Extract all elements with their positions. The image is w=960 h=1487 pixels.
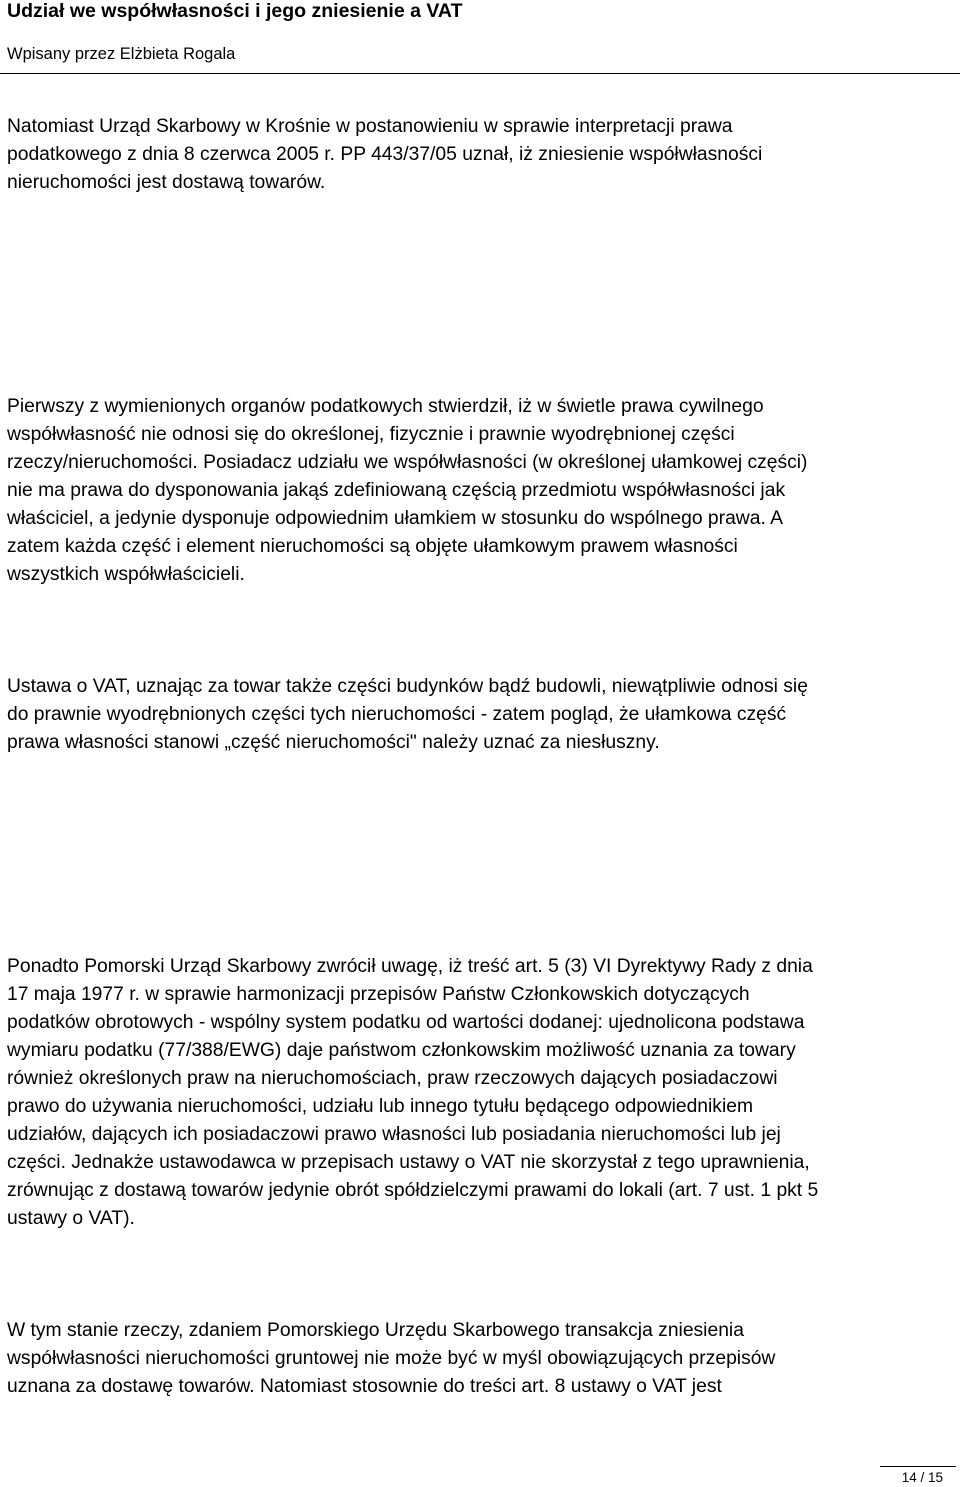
paragraph-4: Ponadto Pomorski Urząd Skarbowy zwrócił uwagę, iż treść art. 5 (3) VI Dyrektywy Rady z dnia 17 maja 1977 r. w sprawie harmonizacji przepisów Państw Członkowskich dotyczących podatków obrotowych - wspólny system podatku od wartości dodanej: ujednolicona podstawa wymiaru podatku (77/388/EWG) daje państwom członkowskim możliwość uznania za towary również określonych praw na nieruchomościach, praw rzeczowych dających posiadaczowi prawo do używania nieruchomości, udziału lub innego tytułu będącego odpowiednikiem udziałów, dających ich posiadaczowi prawo własności lub posiadania nieruchomości lub jej części. Jednakże ustawodawca w przepisach ustawy o VAT nie skorzystał z tego uprawnienia, zrównując z dostawą towarów jedynie obrót spółdzielczymi prawami do lokali (art. 7 ust. 1 pkt 5 ustawy o VAT). <box>7 956 819 1229</box>
header-divider <box>0 73 960 74</box>
page-number: 14 / 15 <box>901 1470 943 1485</box>
footer-divider <box>880 1466 956 1467</box>
paragraph-3: Ustawa o VAT, uznając za towar także części budynków bądź budowli, niewątpliwie odnosi się do prawnie wyodrębnionych części tych nieruchomości - zatem pogląd, że ułamkowa część prawa własności stanowi „część nieruchomości" należy uznać za niesłuszny. <box>7 676 808 753</box>
paragraph-2: Pierwszy z wymienionych organów podatkowych stwierdził, iż w świetle prawa cywilnego współwłasność nie odnosi się do określonej, fizycznie i prawnie wyodrębnionej części rzeczy/nieruchomości. Posiadacz udziału we współwłasności (w określonej ułamkowej części) nie ma prawa do dysponowania jakąś zdefiniowaną częścią przedmiotu współwłasności jak właściciel, a jedynie dysponuje odpowiednim ułamkiem w stosunku do wspólnego prawa. A zatem każda część i element nieruchomości są objęte ułamkowym prawem własności wszystkich współwłaścicieli. <box>7 396 808 585</box>
document-author: Wpisany przez Elżbieta Rogala <box>7 45 236 63</box>
document-title: Udział we współwłasności i jego zniesienie a VAT <box>7 0 463 22</box>
paragraph-1: Natomiast Urząd Skarbowy w Krośnie w postanowieniu w sprawie interpretacji prawa podatkowego z dnia 8 czerwca 2005 r. PP 443/37/05 uznał, iż zniesienie współwłasności nieruchomości jest dostawą towarów. <box>7 116 763 193</box>
page-header <box>7 0 957 64</box>
paragraph-5: W tym stanie rzeczy, zdaniem Pomorskiego Urzędu Skarbowego transakcja zniesienia współwłasności nieruchomości gruntowej nie może być w myśl obowiązujących przepisów uznana za dostawę towarów. Natomiast stosownie do treści art. 8 ustawy o VAT jest <box>7 1320 776 1397</box>
